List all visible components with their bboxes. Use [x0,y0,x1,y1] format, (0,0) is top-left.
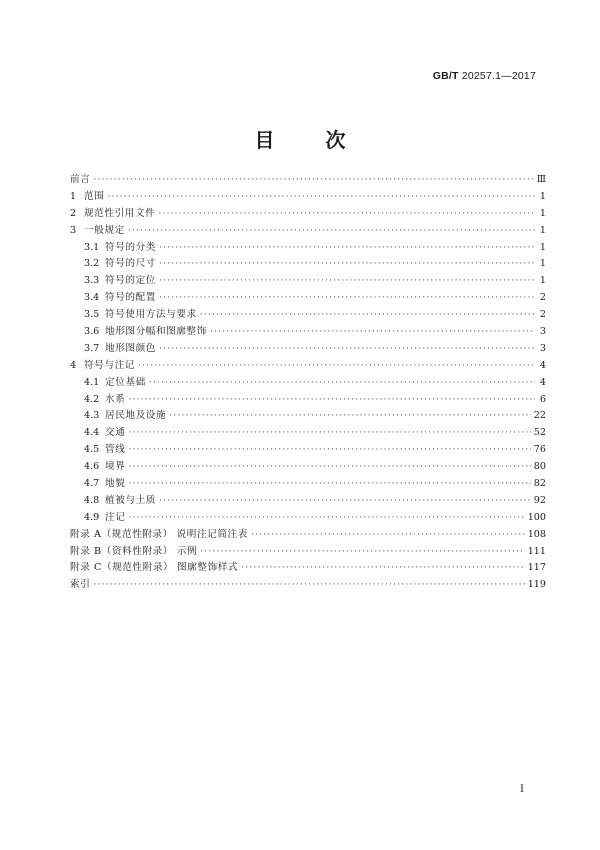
toc-entry[interactable] [70,222,546,239]
toc-entry-number: 4.7 [84,478,100,490]
toc-dot-leader [159,343,535,354]
toc-entry[interactable] [70,306,546,323]
toc-entry-number: 3.5 [84,309,100,321]
toc-entry-number: 3.2 [84,258,100,270]
toc-entry-page: 52 [533,427,546,439]
toc-entry[interactable] [70,340,546,357]
toc-entry-title: 植被与土质 [105,494,156,506]
toc-dot-leader [128,225,535,236]
toc-entry-title: 地貌 [105,478,126,490]
toc-entry-page: 92 [533,494,546,506]
toc-entry[interactable] [70,255,546,272]
toc-entry-page: Ⅲ [536,174,546,185]
toc-entry-page: 3 [539,326,546,338]
toc-entry-title: 符号的配置 [105,292,156,304]
toc-entry-title: 管线 [105,444,126,456]
toc-dot-leader [128,512,524,523]
toc-dot-leader [138,360,535,371]
toc-entry[interactable] [70,239,546,256]
toc-entry-number: 4.9 [84,511,100,523]
toc-entry-title: 符号使用方法与要求 [105,309,197,321]
toc-dot-leader [107,191,535,202]
toc-entry[interactable] [70,323,546,340]
toc-entry-page: 117 [527,562,546,574]
toc-entry-number: 4.1 [84,376,100,388]
toc-entry-page: 108 [527,528,546,540]
toc-entry-number: 4.6 [84,461,100,473]
toc-entry-number: 3.4 [84,292,100,304]
toc-entry-page: 2 [539,292,546,304]
toc-entry-title: 附录 B（资料性附录） 示例 [70,545,198,557]
toc-entry-page: 1 [539,207,546,219]
toc-entry[interactable] [70,509,546,526]
toc-entry[interactable] [70,272,546,289]
toc-entry[interactable] [70,458,546,475]
toc-entry-title: 符号的尺寸 [105,258,156,270]
toc-entry-page: 1 [539,190,546,202]
toc-entry-number: 1 [70,190,77,202]
toc-entry-page: 119 [527,579,546,591]
standard-number: 20257.1—2017 [461,70,536,82]
toc-entry[interactable] [70,171,546,188]
standard-prefix: GB/T [432,70,459,82]
toc-entry-page: 1 [539,258,546,270]
page-number: I [520,784,524,795]
toc-entry-number: 3.1 [84,241,100,253]
toc-dot-leader [93,174,533,185]
toc-entry-number: 2 [70,207,77,219]
toc-entry-page: 82 [533,478,546,490]
toc-entry-title: 定位基础 [105,376,146,388]
toc-entry[interactable] [70,475,546,492]
toc-dot-leader [128,478,530,489]
toc-entry-page: 1 [539,224,546,236]
toc-entry[interactable] [70,526,546,543]
toc-dot-leader [128,444,530,455]
table-of-contents [70,171,546,593]
toc-entry[interactable] [70,407,546,424]
toc-entry-title: 地形图颜色 [105,342,156,354]
toc-entry-number: 4.5 [84,444,100,456]
toc-dot-leader [128,461,530,472]
toc-entry-number: 3 [70,224,77,236]
toc-dot-leader [159,292,535,303]
toc-entry-title: 范围 [84,190,105,202]
toc-entry[interactable] [70,205,546,222]
toc-entry-title: 居民地及设施 [105,410,167,422]
toc-entry[interactable] [70,543,546,560]
toc-entry-title: 前言 [70,174,91,185]
toc-dot-leader [200,546,525,557]
toc-dot-leader [241,562,525,573]
toc-entry[interactable] [70,576,546,593]
toc-dot-leader [158,208,535,219]
toc-entry-title: 规范性引用文件 [84,207,156,219]
toc-entry-page: 2 [539,309,546,321]
toc-entry-page: 1 [539,275,546,287]
toc-entry-page: 6 [539,393,546,405]
toc-entry[interactable] [70,289,546,306]
toc-dot-leader [149,377,535,388]
toc-dot-leader [159,495,531,506]
toc-entry-page: 80 [533,461,546,473]
toc-entry-title: 一般规定 [84,224,125,236]
toc-entry-page: 1 [539,241,546,253]
toc-dot-leader [93,579,524,590]
toc-entry-page: 100 [527,511,546,523]
toc-entry-number: 3.6 [84,326,100,338]
toc-entry-page: 4 [539,376,546,388]
toc-entry[interactable] [70,357,546,374]
toc-entry[interactable] [70,391,546,408]
toc-entry-number: 4.8 [84,494,100,506]
toc-entry[interactable] [70,559,546,576]
toc-entry-title: 境界 [105,461,126,473]
toc-dot-leader [159,258,535,269]
toc-entry[interactable] [70,188,546,205]
toc-entry-title: 符号与注记 [84,359,135,371]
toc-entry-title: 交通 [105,427,126,439]
toc-dot-leader [251,529,525,540]
toc-entry-number: 4.4 [84,427,100,439]
page-title: 目 次 [254,128,368,152]
toc-dot-leader [128,427,530,438]
toc-entry-title: 符号的分类 [105,241,156,253]
toc-entry-title: 水系 [105,393,126,405]
toc-dot-leader [200,309,535,320]
toc-dot-leader [210,326,535,337]
toc-entry-page: 4 [539,359,546,371]
toc-dot-leader [159,242,535,253]
toc-entry-number: 4.3 [84,410,100,422]
standard-code [433,70,536,82]
toc-entry-page: 111 [527,545,546,557]
toc-entry[interactable] [70,492,546,509]
toc-entry-page: 76 [533,444,546,456]
toc-dot-leader [169,410,531,421]
toc-entry-title: 地形图分幅和图廓整饰 [105,326,207,338]
toc-entry-number: 3.7 [84,342,100,354]
toc-entry-number: 3.3 [84,275,100,287]
toc-entry-page: 22 [533,410,546,422]
toc-entry[interactable] [70,441,546,458]
toc-entry[interactable] [70,374,546,391]
toc-entry-title: 符号的定位 [105,275,156,287]
toc-entry-number: 4.2 [84,393,100,405]
toc-entry-title: 附录 C（规范性附录） 图廓整饰样式 [70,562,239,574]
toc-dot-leader [128,394,535,405]
toc-entry-number: 4 [70,359,77,371]
toc-entry-title: 附录 A（规范性附录） 说明注记简注表 [70,528,248,540]
toc-entry-title: 索引 [70,579,91,591]
toc-entry[interactable] [70,424,546,441]
toc-dot-leader [159,275,535,286]
toc-entry-title: 注记 [105,511,126,523]
toc-entry-page: 3 [539,342,546,354]
